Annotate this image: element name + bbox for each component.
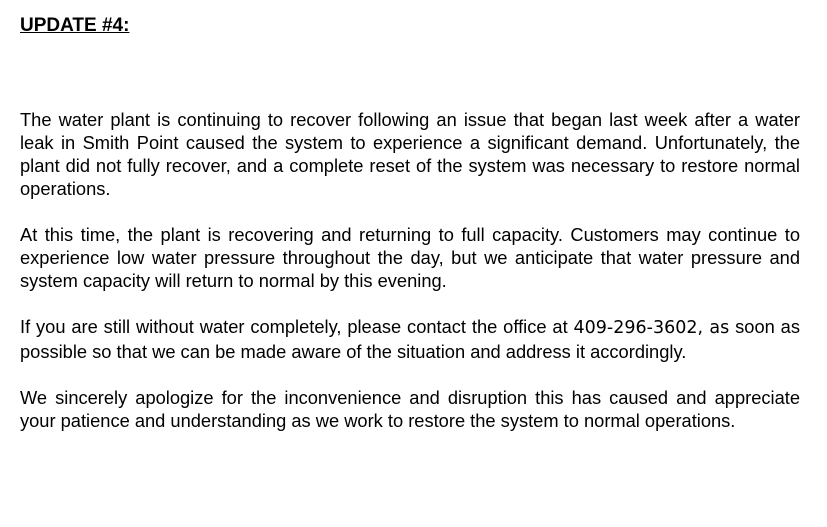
contact-text-end: soon as possible so that we can be made aware of the situation and address it accordingly. <box>20 316 800 362</box>
paragraph-recovery-status: The water plant is continuing to recover following an issue that began last week after a water leak in Smith Point caused the system to experience a significant demand. Unfortunately, the plant did not fully recover, and a complete reset of the system was necessary to restore normal operations. <box>20 109 800 199</box>
update-heading: UPDATE #4: <box>20 15 130 36</box>
paragraph-apology: We sincerely apologize for the inconvenience and disruption this has caused and appreciate your patience and understanding as we work to restore the system to normal operations. <box>20 387 800 431</box>
document-body <box>20 14 800 432</box>
contact-text-start: If you are still without water completely, please contact the office at <box>20 316 568 337</box>
paragraph-contact <box>20 315 800 363</box>
paragraph-current-status: At this time, the plant is recovering and returning to full capacity. Customers may continue to experience low water pressure throughout the day, but we anticipate that water pressure and system capacity will return to normal by this evening. <box>20 224 800 291</box>
office-phone-number: 409-296-3602, as <box>573 318 730 338</box>
